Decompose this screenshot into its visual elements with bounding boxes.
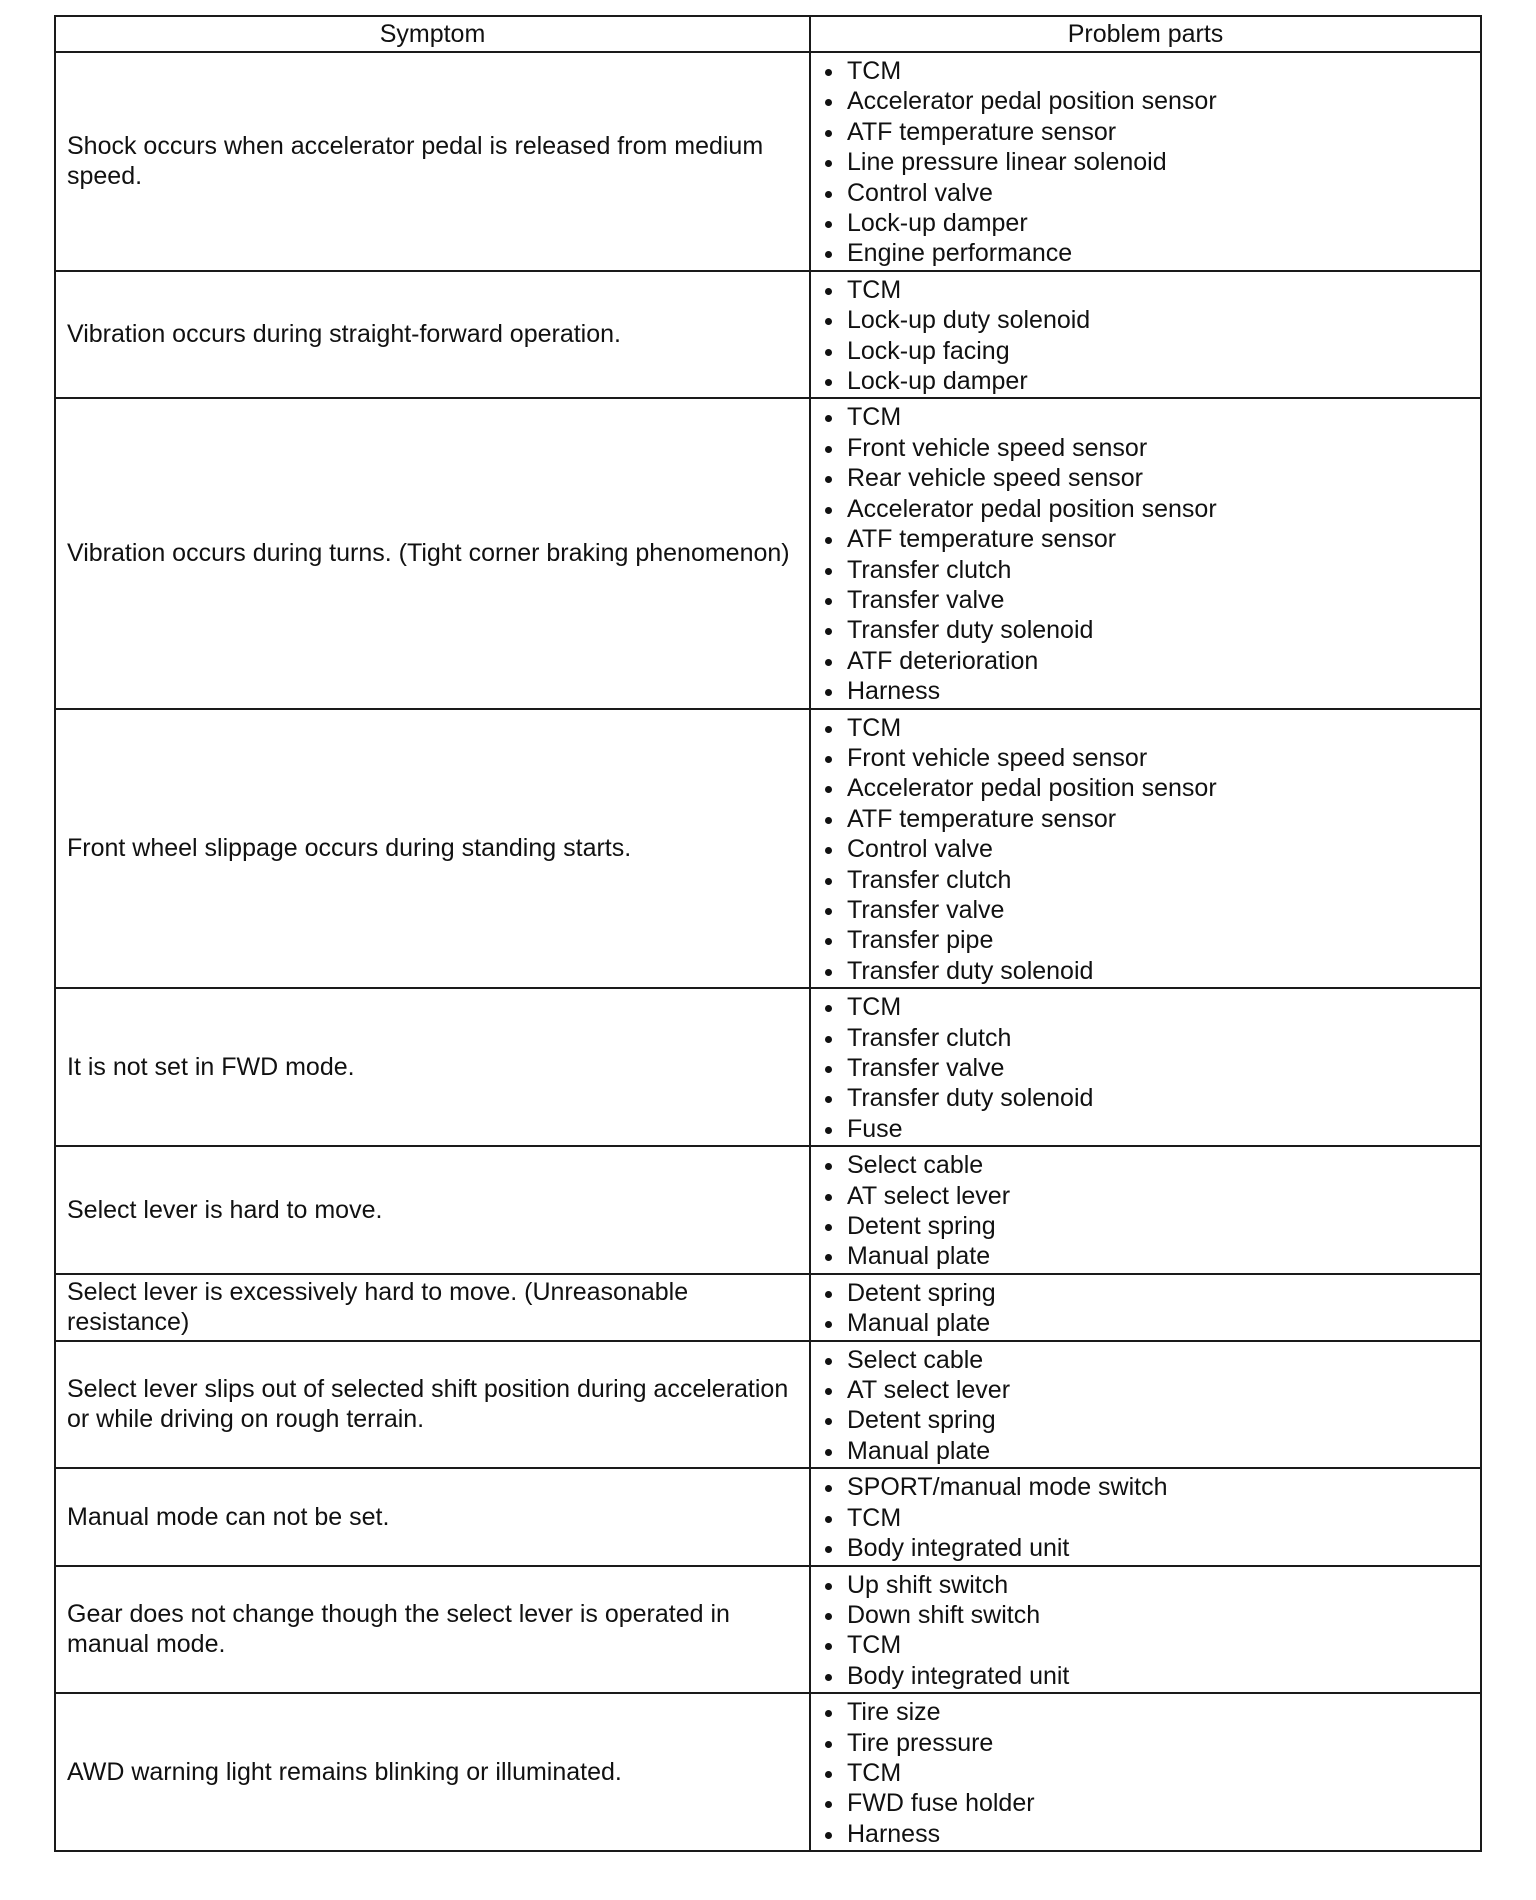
bullet-icon xyxy=(825,1546,832,1553)
problem-part-label: Up shift switch xyxy=(847,1570,1009,1599)
list-item xyxy=(823,585,1474,615)
problem-parts-cell xyxy=(810,988,1481,1146)
list-item xyxy=(823,117,1474,147)
bullet-icon xyxy=(825,1291,832,1298)
bullet-icon xyxy=(825,160,832,167)
list-item xyxy=(823,1819,1474,1849)
problem-part-label: Control valve xyxy=(847,178,993,207)
list-item xyxy=(823,1241,1474,1271)
list-item xyxy=(823,1211,1474,1241)
list-item xyxy=(823,1570,1474,1600)
table-row xyxy=(55,398,1481,708)
list-item xyxy=(823,275,1474,305)
problem-part-label: TCM xyxy=(847,993,902,1022)
problem-parts-cell xyxy=(810,1146,1481,1274)
list-item xyxy=(823,676,1474,706)
list-item xyxy=(823,494,1474,524)
list-item xyxy=(823,336,1474,366)
list-item xyxy=(823,646,1474,676)
bullet-icon xyxy=(825,756,832,763)
problem-part-label: Accelerator pedal position sensor xyxy=(847,87,1217,116)
bullet-icon xyxy=(825,251,832,258)
list-item xyxy=(823,1472,1474,1502)
bullet-icon xyxy=(825,1516,832,1523)
problem-part-label: Down shift switch xyxy=(847,1600,1041,1629)
list-item xyxy=(823,865,1474,895)
problem-parts-list xyxy=(823,1570,1474,1692)
bullet-icon xyxy=(825,1254,832,1261)
list-item xyxy=(823,713,1474,743)
table-row xyxy=(55,52,1481,271)
problem-part-label: TCM xyxy=(847,713,902,742)
bullet-icon xyxy=(825,507,832,514)
list-item xyxy=(823,1503,1474,1533)
bullet-icon xyxy=(825,1643,832,1650)
list-item xyxy=(823,433,1474,463)
list-item xyxy=(823,615,1474,645)
list-item xyxy=(823,956,1474,986)
problem-part-label: Manual plate xyxy=(847,1309,991,1338)
problem-parts-cell xyxy=(810,1468,1481,1565)
list-item xyxy=(823,366,1474,396)
problem-part-label: Detent spring xyxy=(847,1406,996,1435)
bullet-icon xyxy=(825,847,832,854)
problem-part-label: Lock-up duty solenoid xyxy=(847,306,1091,335)
problem-part-label: Lock-up facing xyxy=(847,336,1010,365)
problem-part-label: Fuse xyxy=(847,1114,903,1143)
problem-part-label: Harness xyxy=(847,677,941,706)
bullet-icon xyxy=(825,1005,832,1012)
problem-part-label: Transfer duty solenoid xyxy=(847,616,1094,645)
list-item xyxy=(823,1375,1474,1405)
problem-part-label: TCM xyxy=(847,403,902,432)
problem-part-label: Transfer duty solenoid xyxy=(847,1084,1094,1113)
problem-part-label: Control valve xyxy=(847,835,993,864)
list-item xyxy=(823,1150,1474,1180)
problem-parts-cell xyxy=(810,271,1481,399)
bullet-icon xyxy=(825,349,832,356)
bullet-icon xyxy=(825,130,832,137)
table-row xyxy=(55,1274,1481,1341)
problem-part-label: ATF temperature sensor xyxy=(847,117,1117,146)
bullet-icon xyxy=(825,878,832,885)
problem-parts-column-header: Problem parts xyxy=(810,16,1481,52)
symptom-cell: It is not set in FWD mode. xyxy=(55,988,810,1146)
table-row xyxy=(55,1146,1481,1274)
bullet-icon xyxy=(825,817,832,824)
bullet-icon xyxy=(825,938,832,945)
problem-parts-list xyxy=(823,992,1474,1144)
bullet-icon xyxy=(825,1613,832,1620)
problem-parts-list xyxy=(823,713,1474,987)
problem-part-label: Select cable xyxy=(847,1345,984,1374)
list-item xyxy=(823,402,1474,432)
problem-part-label: Transfer pipe xyxy=(847,926,994,955)
problem-parts-list xyxy=(823,1472,1474,1563)
problem-part-label: Transfer duty solenoid xyxy=(847,956,1094,985)
list-item xyxy=(823,1083,1474,1113)
problem-parts-list xyxy=(823,402,1474,706)
list-item xyxy=(823,804,1474,834)
problem-part-label: TCM xyxy=(847,1758,902,1787)
bullet-icon xyxy=(825,476,832,483)
bullet-icon xyxy=(825,1096,832,1103)
symptom-cell: Shock occurs when accelerator pedal is released from medium speed. xyxy=(55,52,810,271)
list-item xyxy=(823,178,1474,208)
bullet-icon xyxy=(825,1801,832,1808)
bullet-icon xyxy=(825,1163,832,1170)
bullet-icon xyxy=(825,908,832,915)
symptom-cell: Select lever is hard to move. xyxy=(55,1146,810,1274)
problem-part-label: Detent spring xyxy=(847,1278,996,1307)
problem-part-label: AT select lever xyxy=(847,1181,1011,1210)
problem-part-label: Lock-up damper xyxy=(847,209,1028,238)
bullet-icon xyxy=(825,1036,832,1043)
symptom-cell: Vibration occurs during straight-forward operation. xyxy=(55,271,810,399)
problem-part-label: Accelerator pedal position sensor xyxy=(847,774,1217,803)
list-item xyxy=(823,1023,1474,1053)
symptom-cell: Front wheel slippage occurs during standing starts. xyxy=(55,709,810,989)
problem-parts-list xyxy=(823,1697,1474,1849)
list-item xyxy=(823,1661,1474,1691)
bullet-icon xyxy=(825,1485,832,1492)
list-item xyxy=(823,56,1474,86)
problem-part-label: TCM xyxy=(847,1631,902,1660)
table-row xyxy=(55,1468,1481,1565)
problem-part-label: TCM xyxy=(847,57,902,85)
table-header-row xyxy=(55,16,1481,52)
problem-part-label: Line pressure linear solenoid xyxy=(847,148,1167,177)
bullet-icon xyxy=(825,628,832,635)
bullet-icon xyxy=(825,415,832,422)
table-row xyxy=(55,988,1481,1146)
problem-part-label: AT select lever xyxy=(847,1376,1011,1405)
list-item xyxy=(823,834,1474,864)
table-row xyxy=(55,1341,1481,1469)
bullet-icon xyxy=(825,1741,832,1748)
problem-part-label: Accelerator pedal position sensor xyxy=(847,494,1217,523)
table-row xyxy=(55,1693,1481,1851)
list-item xyxy=(823,1405,1474,1435)
bullet-icon xyxy=(825,1066,832,1073)
bullet-icon xyxy=(825,99,832,106)
list-item xyxy=(823,992,1474,1022)
list-item xyxy=(823,925,1474,955)
problem-part-label: ATF temperature sensor xyxy=(847,525,1117,554)
bullet-icon xyxy=(825,1418,832,1425)
bullet-icon xyxy=(825,1224,832,1231)
symptom-cell: AWD warning light remains blinking or illuminated. xyxy=(55,1693,810,1851)
problem-part-label: Transfer valve xyxy=(847,585,1005,614)
bullet-icon xyxy=(825,598,832,605)
bullet-icon xyxy=(825,689,832,696)
list-item xyxy=(823,238,1474,268)
problem-parts-list xyxy=(823,1150,1474,1272)
problem-parts-cell xyxy=(810,52,1481,271)
symptom-cell: Select lever is excessively hard to move. (Unreasonable resistance) xyxy=(55,1274,810,1341)
bullet-icon xyxy=(825,1388,832,1395)
problem-part-label: TCM xyxy=(847,275,902,304)
list-item xyxy=(823,1436,1474,1466)
list-item xyxy=(823,555,1474,585)
problem-part-label: Tire size xyxy=(847,1698,941,1727)
symptom-cell: Vibration occurs during turns. (Tight corner braking phenomenon) xyxy=(55,398,810,708)
bullet-icon xyxy=(825,1127,832,1134)
problem-parts-cell xyxy=(810,398,1481,708)
list-item xyxy=(823,1533,1474,1563)
problem-part-label: Manual plate xyxy=(847,1242,991,1271)
problem-part-label: TCM xyxy=(847,1503,902,1532)
list-item xyxy=(823,305,1474,335)
bullet-icon xyxy=(825,1832,832,1839)
problem-parts-list xyxy=(823,1278,1474,1339)
table-row xyxy=(55,271,1481,399)
problem-part-label: Engine performance xyxy=(847,239,1073,268)
problem-part-label: Body integrated unit xyxy=(847,1661,1070,1690)
problem-parts-list xyxy=(823,1345,1474,1467)
bullet-icon xyxy=(825,537,832,544)
list-item xyxy=(823,1053,1474,1083)
problem-part-label: ATF deterioration xyxy=(847,646,1039,675)
bullet-icon xyxy=(825,659,832,666)
problem-parts-cell xyxy=(810,709,1481,989)
bullet-icon xyxy=(825,221,832,228)
bullet-icon xyxy=(825,191,832,198)
symptom-cell: Manual mode can not be set. xyxy=(55,1468,810,1565)
problem-part-label: FWD fuse holder xyxy=(847,1789,1035,1818)
problem-part-label: Rear vehicle speed sensor xyxy=(847,464,1143,493)
problem-part-label: Body integrated unit xyxy=(847,1534,1070,1563)
problem-part-label: Transfer clutch xyxy=(847,865,1012,894)
list-item xyxy=(823,1278,1474,1308)
problem-part-label: Transfer clutch xyxy=(847,1023,1012,1052)
table-row xyxy=(55,709,1481,989)
symptom-cell: Select lever slips out of selected shift position during acceleration or while driving on rough terrain. xyxy=(55,1341,810,1469)
bullet-icon xyxy=(825,1771,832,1778)
table-row xyxy=(55,1566,1481,1694)
list-item xyxy=(823,1728,1474,1758)
bullet-icon xyxy=(825,379,832,386)
problem-parts-cell xyxy=(810,1341,1481,1469)
bullet-icon xyxy=(825,969,832,976)
problem-part-label: Manual plate xyxy=(847,1436,991,1465)
bullet-icon xyxy=(825,1358,832,1365)
list-item xyxy=(823,1788,1474,1818)
list-item xyxy=(823,463,1474,493)
bullet-icon xyxy=(825,786,832,793)
symptom-cell: Gear does not change though the select lever is operated in manual mode. xyxy=(55,1566,810,1694)
list-item xyxy=(823,773,1474,803)
list-item xyxy=(823,895,1474,925)
bullet-icon xyxy=(825,1674,832,1681)
list-item xyxy=(823,1630,1474,1660)
problem-parts-cell xyxy=(810,1566,1481,1694)
problem-part-label: Front vehicle speed sensor xyxy=(847,433,1148,462)
table-body xyxy=(55,52,1481,1851)
problem-part-label: Transfer valve xyxy=(847,895,1005,924)
bullet-icon xyxy=(825,1449,832,1456)
list-item xyxy=(823,1114,1474,1144)
problem-part-label: Front vehicle speed sensor xyxy=(847,743,1148,772)
list-item xyxy=(823,1308,1474,1338)
problem-part-label: Tire pressure xyxy=(847,1728,994,1757)
symptom-table xyxy=(54,15,1482,1852)
problem-parts-cell xyxy=(810,1693,1481,1851)
list-item xyxy=(823,1600,1474,1630)
problem-part-label: ATF temperature sensor xyxy=(847,804,1117,833)
problem-part-label: Harness xyxy=(847,1819,941,1848)
problem-part-label: Transfer clutch xyxy=(847,555,1012,584)
list-item xyxy=(823,524,1474,554)
bullet-icon xyxy=(825,568,832,575)
bullet-icon xyxy=(825,1583,832,1590)
list-item xyxy=(823,743,1474,773)
problem-parts-list xyxy=(823,56,1474,269)
bullet-icon xyxy=(825,1710,832,1717)
problem-part-label: Transfer valve xyxy=(847,1054,1005,1082)
problem-part-label: Select cable xyxy=(847,1151,984,1180)
bullet-icon xyxy=(825,1321,832,1328)
list-item xyxy=(823,147,1474,177)
list-item xyxy=(823,208,1474,238)
list-item xyxy=(823,1181,1474,1211)
problem-part-label: Detent spring xyxy=(847,1212,996,1241)
list-item xyxy=(823,1345,1474,1375)
problem-parts-cell xyxy=(810,1274,1481,1341)
list-item xyxy=(823,1758,1474,1788)
problem-part-label: Lock-up damper xyxy=(847,367,1028,396)
bullet-icon xyxy=(825,726,832,733)
bullet-icon xyxy=(825,1194,832,1201)
list-item xyxy=(823,1697,1474,1727)
bullet-icon xyxy=(825,69,832,76)
symptom-column-header: Symptom xyxy=(55,16,810,52)
list-item xyxy=(823,86,1474,116)
problem-parts-list xyxy=(823,275,1474,397)
problem-part-label: SPORT/manual mode switch xyxy=(847,1473,1168,1502)
bullet-icon xyxy=(825,318,832,325)
bullet-icon xyxy=(825,288,832,295)
bullet-icon xyxy=(825,446,832,453)
